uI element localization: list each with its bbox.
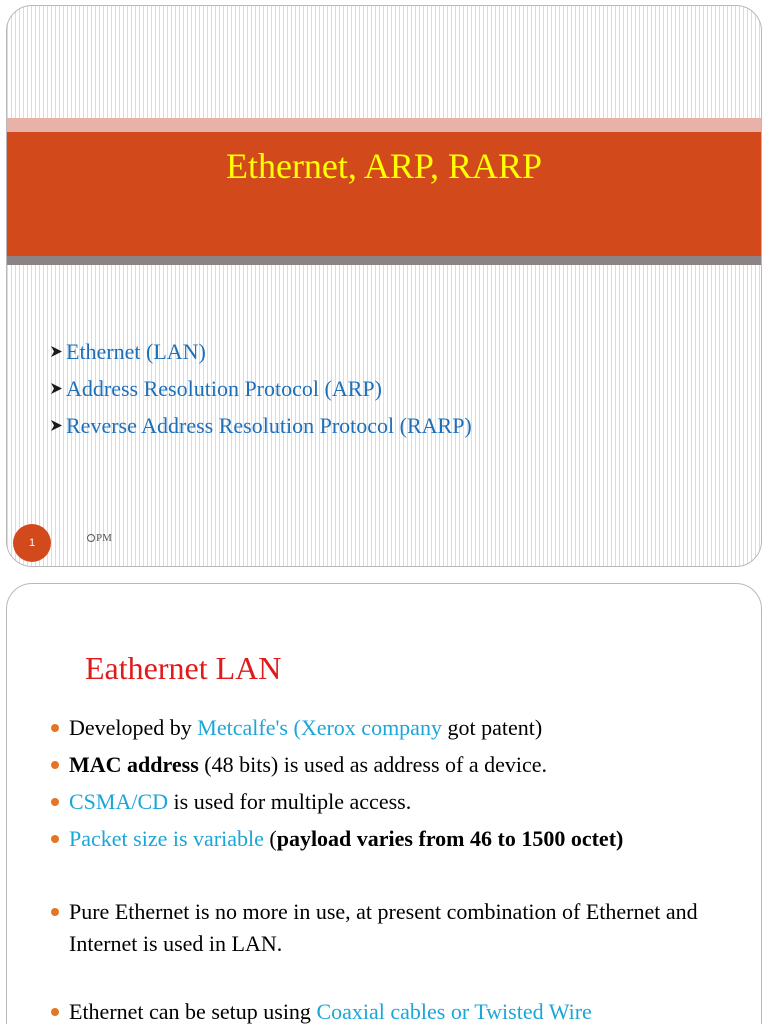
topic-item xyxy=(49,370,472,407)
bullet-item xyxy=(47,712,747,749)
bullet-text: got patent) xyxy=(441,715,543,740)
bullet-highlight: Coaxial cables or Twisted Wire xyxy=(316,999,592,1024)
slide-2 xyxy=(6,583,762,1024)
arrow-bullet-icon xyxy=(49,418,64,433)
bullet-text: (48 bits) is used as address of a device. xyxy=(198,752,548,777)
bullet-dot-icon xyxy=(51,908,59,916)
title-accent-band xyxy=(7,118,761,132)
topic-item xyxy=(49,407,472,444)
page-number: 1 xyxy=(28,537,36,549)
slide-2-title: Eathernet LAN xyxy=(85,650,282,686)
topic-item xyxy=(49,333,472,370)
bullet-highlight: Packet size is variable xyxy=(69,826,264,851)
page-number-badge xyxy=(13,524,51,562)
bullet-highlight: Metcalfe's (Xerox company xyxy=(197,715,442,740)
bullet-highlight: CSMA/CD xyxy=(69,789,169,814)
slide-1 xyxy=(6,5,762,567)
bullet-text: Ethernet can be setup using xyxy=(69,999,317,1024)
bullet-bold-text: MAC address xyxy=(69,752,199,777)
topic-item-label: Ethernet (LAN) xyxy=(66,338,206,364)
bullet-dot-icon xyxy=(51,1008,59,1016)
bullet-item xyxy=(47,896,747,960)
bullet-item xyxy=(47,786,747,823)
bullet-list xyxy=(47,712,747,1024)
bullet-text: ( xyxy=(263,826,277,851)
bullet-item xyxy=(47,823,747,860)
circle-icon xyxy=(87,534,95,542)
arrow-bullet-icon xyxy=(49,344,64,359)
bullet-dot-icon xyxy=(51,724,59,732)
slide-footer xyxy=(87,532,112,544)
topic-item-label: Address Resolution Protocol (ARP) xyxy=(66,375,382,401)
bullet-item xyxy=(47,996,747,1024)
bullet-text: Pure Ethernet is no more in use, at present combination of Ethernet and Internet is used in LAN. xyxy=(69,899,698,956)
arrow-bullet-icon xyxy=(49,381,64,396)
slide-1-title: Ethernet, ARP, RARP xyxy=(225,146,543,186)
topic-list xyxy=(49,333,472,444)
title-underline-band xyxy=(7,256,761,265)
bullet-text: Developed by xyxy=(69,715,198,740)
bullet-dot-icon xyxy=(51,798,59,806)
bullet-dot-icon xyxy=(51,835,59,843)
bullet-dot-icon xyxy=(51,761,59,769)
bullet-bold-text: payload varies from 46 to 1500 octet) xyxy=(276,826,624,851)
topic-item-label: Reverse Address Resolution Protocol (RARP) xyxy=(66,412,472,438)
bullet-item xyxy=(47,749,747,786)
footer-text: PM xyxy=(96,532,112,544)
bullet-text: is used for multiple access. xyxy=(168,789,412,814)
